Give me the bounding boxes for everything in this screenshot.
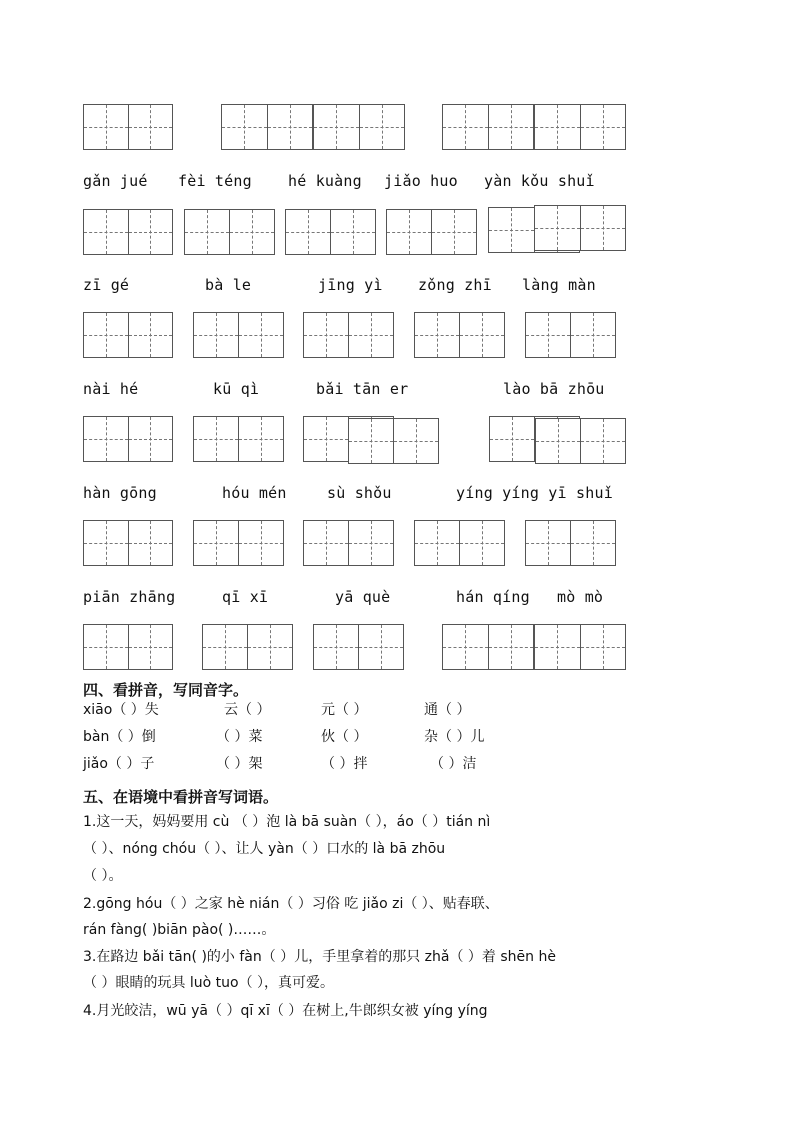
homophone-item: 云（ ） bbox=[224, 702, 271, 718]
homophone-item: （ ）拌 bbox=[321, 756, 368, 772]
writing-box[interactable] bbox=[442, 104, 534, 150]
writing-box[interactable] bbox=[303, 520, 394, 566]
pinyin-label: sù shǒu bbox=[327, 484, 392, 502]
writing-box[interactable] bbox=[386, 209, 477, 255]
writing-box[interactable] bbox=[414, 520, 505, 566]
writing-box[interactable] bbox=[313, 624, 404, 670]
pinyin-label: hàn gōng bbox=[83, 484, 157, 502]
pinyin-label: mò mò bbox=[557, 588, 604, 606]
context-line: （ ）。 bbox=[83, 868, 123, 884]
pinyin-label: bà le bbox=[205, 276, 252, 294]
homophone-item: 通（ ） bbox=[424, 702, 471, 718]
pinyin-label: bǎi tān er bbox=[316, 380, 409, 398]
pinyin-label: qī xī bbox=[222, 588, 269, 606]
writing-box[interactable] bbox=[221, 104, 313, 150]
section-4-title: 四、看拼音，写同音字。 bbox=[83, 681, 249, 699]
context-line: 2.gōng hóu（ ）之家 hè nián（ ）习俗 吃 jiǎo zi（ ）、贴春联、 bbox=[83, 896, 499, 912]
writing-box[interactable] bbox=[535, 418, 626, 464]
pinyin-label: hán qíng bbox=[456, 588, 530, 606]
context-line: 1.这一天，妈妈要用 cù （ ）泡 là bā suàn（ ），áo（ ）tián nì bbox=[83, 814, 491, 830]
context-line: 4.月光皎洁，wū yā（ ）qī xī（ ）在树上,牛郎织女被 yíng yíng bbox=[83, 1003, 488, 1019]
context-line: （ ）眼睛的玩具 luò tuo（ ），真可爱。 bbox=[83, 975, 335, 991]
pinyin-label: fèi téng bbox=[178, 172, 252, 190]
homophone-item: 元（ ） bbox=[321, 702, 368, 718]
writing-box[interactable] bbox=[534, 104, 626, 150]
writing-box[interactable] bbox=[414, 312, 505, 358]
pinyin-label: gǎn jué bbox=[83, 172, 148, 190]
homophone-item: （ ）菜 bbox=[216, 729, 263, 745]
homophone-item: 杂（ ）儿 bbox=[424, 729, 485, 745]
writing-box[interactable] bbox=[348, 418, 439, 464]
pinyin-label: yàn kǒu shuǐ bbox=[484, 172, 595, 190]
writing-box[interactable] bbox=[303, 312, 394, 358]
pinyin-label: jiǎo huo bbox=[384, 172, 458, 190]
homophone-item: jiǎo（ ）子 bbox=[83, 756, 155, 772]
writing-box[interactable] bbox=[83, 624, 173, 670]
writing-box[interactable] bbox=[534, 624, 626, 670]
homophone-item: （ ）架 bbox=[216, 756, 263, 772]
writing-box[interactable] bbox=[285, 209, 376, 255]
writing-box[interactable] bbox=[83, 416, 173, 462]
context-line: （ ）、nóng chóu（ ）、让人 yàn（ ）口水的 là bā zhōu bbox=[83, 841, 446, 857]
pinyin-label: hé kuàng bbox=[288, 172, 362, 190]
writing-box[interactable] bbox=[525, 520, 616, 566]
writing-box[interactable] bbox=[193, 416, 284, 462]
writing-box[interactable] bbox=[442, 624, 534, 670]
writing-box[interactable] bbox=[193, 520, 284, 566]
pinyin-label: zǒng zhī bbox=[418, 276, 492, 294]
pinyin-label: làng màn bbox=[522, 276, 596, 294]
context-line: rán fàng( )biān pào( )……。 bbox=[83, 922, 276, 938]
writing-box[interactable] bbox=[83, 520, 173, 566]
writing-box[interactable] bbox=[534, 205, 626, 251]
writing-box[interactable] bbox=[83, 312, 173, 358]
pinyin-label: zī gé bbox=[83, 276, 130, 294]
homophone-item: （ ）洁 bbox=[430, 756, 477, 772]
section-5-title: 五、在语境中看拼音写词语。 bbox=[83, 788, 279, 806]
pinyin-label: hóu mén bbox=[222, 484, 287, 502]
pinyin-label: lào bā zhōu bbox=[503, 380, 605, 398]
pinyin-label: piān zhāng bbox=[83, 588, 176, 606]
homophone-item: bàn（ ）倒 bbox=[83, 729, 156, 745]
pinyin-label: jīng yì bbox=[318, 276, 383, 294]
writing-box[interactable] bbox=[193, 312, 284, 358]
writing-box[interactable] bbox=[313, 104, 405, 150]
homophone-item: 伙（ ） bbox=[321, 729, 368, 745]
homophone-item: xiāo（ ）失 bbox=[83, 702, 159, 718]
pinyin-label: yíng yíng yī shuǐ bbox=[456, 484, 613, 502]
writing-box[interactable] bbox=[525, 312, 616, 358]
context-line: 3.在路边 bǎi tān( )的小 fàn（ ）儿，手里拿着的那只 zhǎ（ ）着 shēn hè bbox=[83, 949, 556, 965]
pinyin-label: kū qì bbox=[213, 380, 260, 398]
writing-box[interactable] bbox=[83, 209, 173, 255]
writing-box[interactable] bbox=[202, 624, 293, 670]
pinyin-label: nài hé bbox=[83, 380, 139, 398]
pinyin-label: yā què bbox=[335, 588, 391, 606]
writing-box[interactable] bbox=[83, 104, 173, 150]
writing-box[interactable] bbox=[184, 209, 275, 255]
